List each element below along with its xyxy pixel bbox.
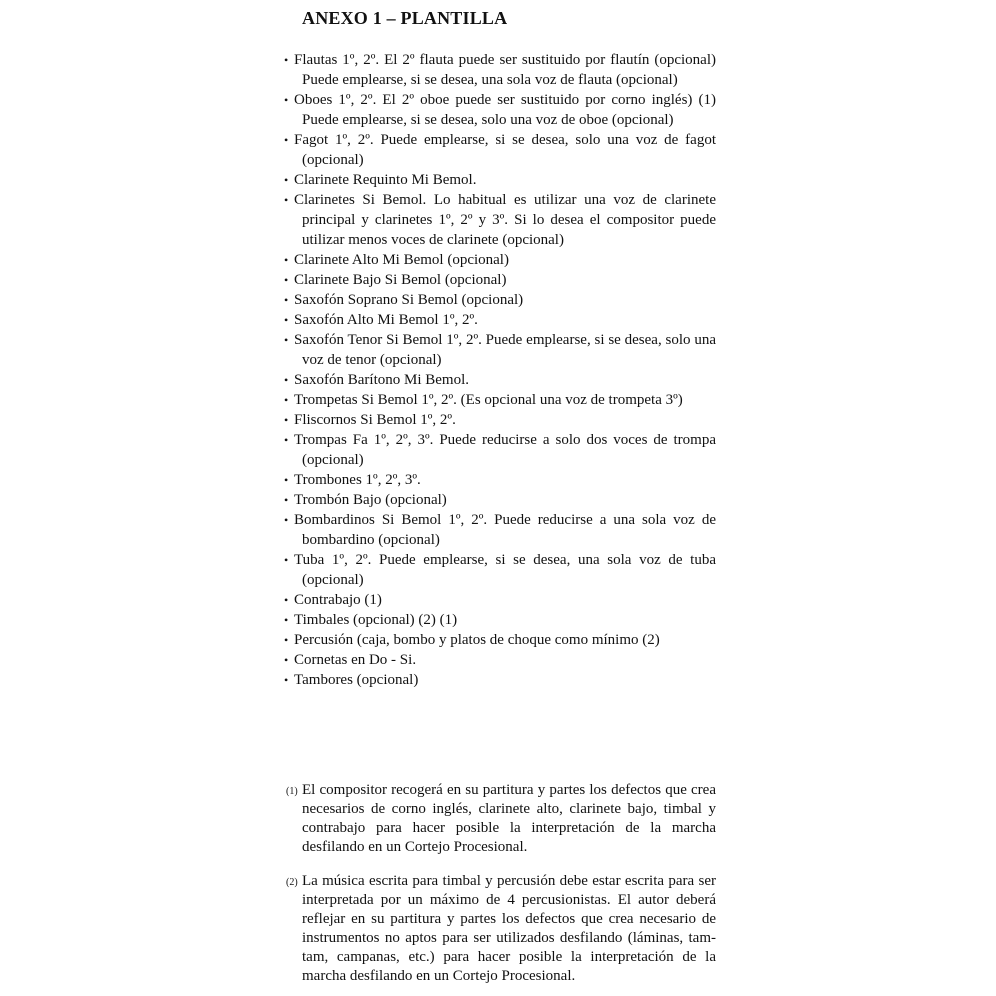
list-item bbox=[284, 170, 716, 190]
list-item bbox=[284, 590, 716, 610]
bullet: • bbox=[284, 133, 289, 147]
list-item bbox=[284, 310, 716, 330]
page-title: ANEXO 1 – PLANTILLA bbox=[302, 8, 508, 28]
bullet: • bbox=[284, 613, 289, 627]
bullet: • bbox=[284, 293, 289, 307]
list-item-text: Fliscornos Si Bemol 1º, 2º. bbox=[294, 412, 456, 428]
list-item bbox=[284, 330, 716, 370]
bullet: • bbox=[284, 633, 289, 647]
list-item bbox=[284, 510, 716, 550]
list-item bbox=[284, 390, 716, 410]
list-item-text: Bombardinos Si Bemol 1º, 2º. Puede reducirse a una sola voz de bombardino (opcional) bbox=[294, 512, 716, 548]
list-item-text: Trombón Bajo (opcional) bbox=[294, 492, 447, 508]
bullet: • bbox=[284, 413, 289, 427]
list-item-text: Tuba 1º, 2º. Puede emplearse, si se desea, una sola voz de tuba (opcional) bbox=[294, 552, 716, 588]
list-item-text: Flautas 1º, 2º. El 2º flauta puede ser sustituido por flautín (opcional) Puede emplearse, si se desea, una sola voz de flauta (opcional) bbox=[294, 52, 716, 88]
list-item bbox=[284, 370, 716, 390]
list-item-text: Percusión (caja, bombo y platos de choque como mínimo (2) bbox=[294, 632, 660, 648]
footnote-text: La música escrita para timbal y percusión debe estar escrita para ser interpretada por un máximo de 4 percusionistas. El autor deberá reflejar en su partitura y partes los defectos que crea necesario de instrumentos no aptos para ser utilizados desfilando (láminas, tam-tam, campanas, etc.) para hacer posible la interpretación de la marcha desfilando en un Cortejo Procesional. bbox=[302, 873, 716, 984]
bullet: • bbox=[284, 53, 289, 67]
footnote-mark: (2) bbox=[286, 877, 298, 888]
list-item-text: Contrabajo (1) bbox=[294, 592, 382, 608]
bullet: • bbox=[284, 553, 289, 567]
list-item-text: Cornetas en Do - Si. bbox=[294, 652, 417, 668]
bullet: • bbox=[284, 593, 289, 607]
list-item bbox=[284, 430, 716, 470]
instrument-list bbox=[284, 50, 716, 690]
list-item bbox=[284, 610, 716, 630]
list-item bbox=[284, 410, 716, 430]
list-item bbox=[284, 50, 716, 90]
bullet: • bbox=[284, 473, 289, 487]
bullet: • bbox=[284, 373, 289, 387]
list-item-text: Oboes 1º, 2º. El 2º oboe puede ser sustituido por corno inglés) (1) Puede emplearse, si se desea, solo una voz de oboe (opcional) bbox=[294, 92, 716, 128]
footnote bbox=[284, 872, 716, 986]
bullet: • bbox=[284, 193, 289, 207]
footnote-text: El compositor recogerá en su partitura y partes los defectos que crea necesarios de corno inglés, clarinete alto, clarinete bajo, timbal y contrabajo para hacer posible la interpretación de la marcha desfilando en un Cortejo Procesional. bbox=[302, 782, 716, 855]
bullet: • bbox=[284, 433, 289, 447]
list-item bbox=[284, 490, 716, 510]
footnote bbox=[284, 781, 716, 857]
list-item bbox=[284, 550, 716, 590]
list-item bbox=[284, 670, 716, 690]
bullet: • bbox=[284, 273, 289, 287]
bullet: • bbox=[284, 493, 289, 507]
list-item bbox=[284, 190, 716, 250]
bullet: • bbox=[284, 673, 289, 687]
bullet: • bbox=[284, 513, 289, 527]
list-item bbox=[284, 470, 716, 490]
list-item bbox=[284, 630, 716, 650]
list-item-text: Saxofón Alto Mi Bemol 1º, 2º. bbox=[294, 312, 478, 328]
footnotes bbox=[284, 766, 716, 988]
list-item bbox=[284, 90, 716, 130]
list-item-text: Clarinetes Si Bemol. Lo habitual es utilizar una voz de clarinete principal y clarinetes 1º, 2º y 3º. Si lo desea el compositor puede utilizar menos voces de clarinete (opcional) bbox=[294, 192, 716, 248]
list-item-text: Fagot 1º, 2º. Puede emplearse, si se desea, solo una voz de fagot (opcional) bbox=[294, 132, 716, 168]
list-item-text: Trompetas Si Bemol 1º, 2º. (Es opcional una voz de trompeta 3º) bbox=[294, 392, 683, 408]
list-item-text: Timbales (opcional) (2) (1) bbox=[294, 612, 458, 628]
list-item-text: Tambores (opcional) bbox=[294, 672, 419, 688]
list-item bbox=[284, 130, 716, 170]
list-item bbox=[284, 270, 716, 290]
bullet: • bbox=[284, 653, 289, 667]
bullet: • bbox=[284, 253, 289, 267]
list-item bbox=[284, 650, 716, 670]
list-item-text: Saxofón Barítono Mi Bemol. bbox=[294, 372, 469, 388]
list-item-text: Clarinete Requinto Mi Bemol. bbox=[294, 172, 477, 188]
footnote-mark: (1) bbox=[286, 786, 298, 797]
list-item-text: Trombones 1º, 2º, 3º. bbox=[294, 472, 421, 488]
list-item-text: Clarinete Bajo Si Bemol (opcional) bbox=[294, 272, 507, 288]
list-item-text: Saxofón Tenor Si Bemol 1º, 2º. Puede emplearse, si se desea, solo una voz de tenor (opcional) bbox=[294, 332, 716, 368]
list-item bbox=[284, 250, 716, 270]
list-item bbox=[284, 290, 716, 310]
bullet: • bbox=[284, 93, 289, 107]
list-item-text: Clarinete Alto Mi Bemol (opcional) bbox=[294, 252, 509, 268]
bullet: • bbox=[284, 393, 289, 407]
list-item-text: Saxofón Soprano Si Bemol (opcional) bbox=[294, 292, 524, 308]
bullet: • bbox=[284, 313, 289, 327]
list-item-text: Trompas Fa 1º, 2º, 3º. Puede reducirse a solo dos voces de trompa (opcional) bbox=[294, 432, 716, 468]
bullet: • bbox=[284, 333, 289, 347]
bullet: • bbox=[284, 173, 289, 187]
